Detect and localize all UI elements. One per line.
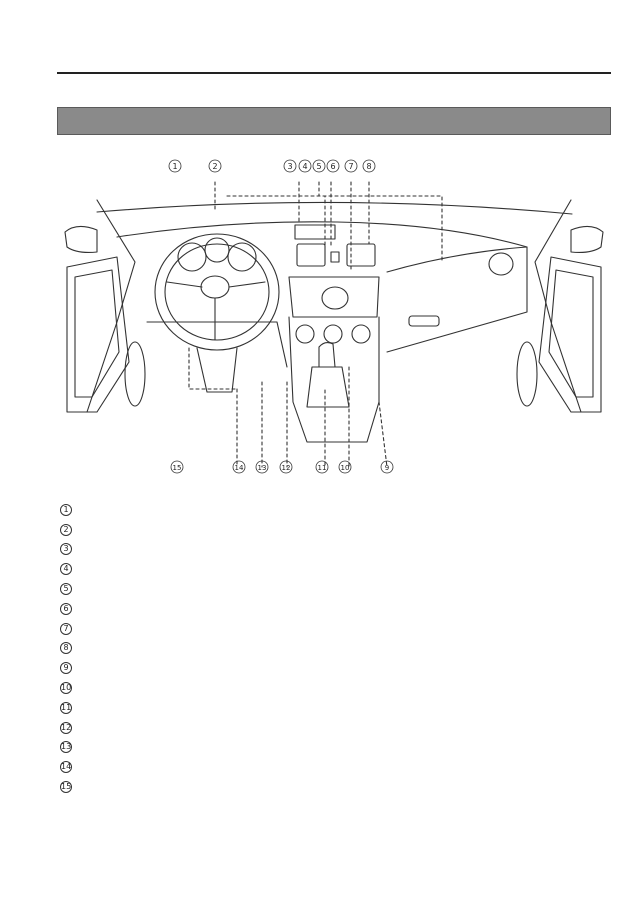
audio-panel [289, 277, 379, 317]
legend-row [57, 678, 611, 698]
legend-row [57, 639, 611, 659]
right-speaker [517, 342, 537, 406]
legend-row [57, 777, 611, 797]
right-vent [489, 253, 513, 275]
legend-row [57, 738, 611, 758]
left-mirror [65, 226, 97, 252]
legend-number: 12 [61, 722, 72, 732]
legend-row [57, 718, 611, 738]
center-console [289, 317, 379, 442]
callout-2: 2 [212, 162, 218, 171]
legend-row [57, 540, 611, 560]
callout-1: 1 [172, 162, 178, 171]
legend-row [57, 559, 611, 579]
center-vent-left [297, 244, 325, 266]
legend-number: 9 [60, 662, 72, 674]
callout-10: 10 [340, 464, 350, 472]
legend-number: 1 [60, 504, 72, 516]
legend-row [57, 500, 611, 520]
legend-row [57, 579, 611, 599]
legend-number: 13 [61, 742, 72, 752]
dashboard-illustration [57, 152, 611, 482]
steering-wheel-inner [165, 244, 269, 340]
windshield-line [97, 202, 572, 214]
legend-number: 10 [61, 683, 72, 693]
legend-number: 15 [61, 782, 72, 792]
lower-dash-left [147, 322, 287, 367]
glovebox-handle [409, 316, 439, 326]
legend-row [57, 757, 611, 777]
callouts-bottom [171, 461, 393, 473]
right-mirror [571, 226, 603, 252]
section-header-bar [57, 107, 611, 135]
legend-number: 11 [61, 702, 72, 712]
top-rule [57, 72, 611, 74]
callout-3: 3 [287, 162, 293, 171]
callout-7: 7 [348, 162, 354, 171]
callout-8: 8 [366, 162, 372, 171]
legend-list [57, 500, 611, 797]
left-door-inner [75, 270, 119, 397]
right-pillar [535, 200, 581, 412]
legend-row [57, 599, 611, 619]
climate-knob-center [324, 325, 342, 343]
callout-12: 12 [281, 464, 291, 472]
callout-14: 14 [234, 464, 244, 472]
legend-number: 3 [60, 543, 72, 555]
legend-number: 7 [60, 623, 72, 635]
dash-right [387, 247, 527, 352]
callouts-top [169, 160, 375, 172]
callout-13: 13 [257, 464, 267, 472]
left-door [67, 257, 129, 412]
audio-knob [322, 287, 348, 309]
climate-knob-right [352, 325, 370, 343]
callout-6: 6 [330, 162, 336, 171]
legend-number: 8 [60, 642, 72, 654]
legend-row [57, 520, 611, 540]
legend-row [57, 658, 611, 678]
callout-4: 4 [302, 162, 308, 171]
hazard-button [331, 252, 339, 262]
right-door [539, 257, 601, 412]
callout-9: 9 [384, 464, 390, 472]
shift-boot [307, 367, 349, 407]
legend-row [57, 619, 611, 639]
gauge-center [205, 238, 229, 262]
left-pillar [87, 200, 135, 412]
dash-top [117, 222, 527, 247]
legend-row [57, 698, 611, 718]
leader-lines-bottom [189, 348, 387, 467]
callout-11: 11 [317, 464, 327, 472]
steering-hub [201, 276, 229, 298]
right-door-inner [549, 270, 593, 397]
leader-lines-top [215, 182, 442, 272]
legend-number: 6 [60, 603, 72, 615]
display-panel [295, 225, 335, 239]
legend-number: 5 [60, 583, 72, 595]
steering-spokes [167, 282, 265, 340]
legend-number: 2 [60, 524, 72, 536]
steering-wheel [155, 234, 279, 350]
callout-5: 5 [316, 162, 322, 171]
shift-knob [319, 343, 335, 367]
steering-column [197, 348, 237, 392]
left-speaker [125, 342, 145, 406]
callout-15: 15 [172, 464, 182, 472]
climate-knob-left [296, 325, 314, 343]
legend-number: 4 [60, 563, 72, 575]
legend-number: 14 [61, 762, 72, 772]
